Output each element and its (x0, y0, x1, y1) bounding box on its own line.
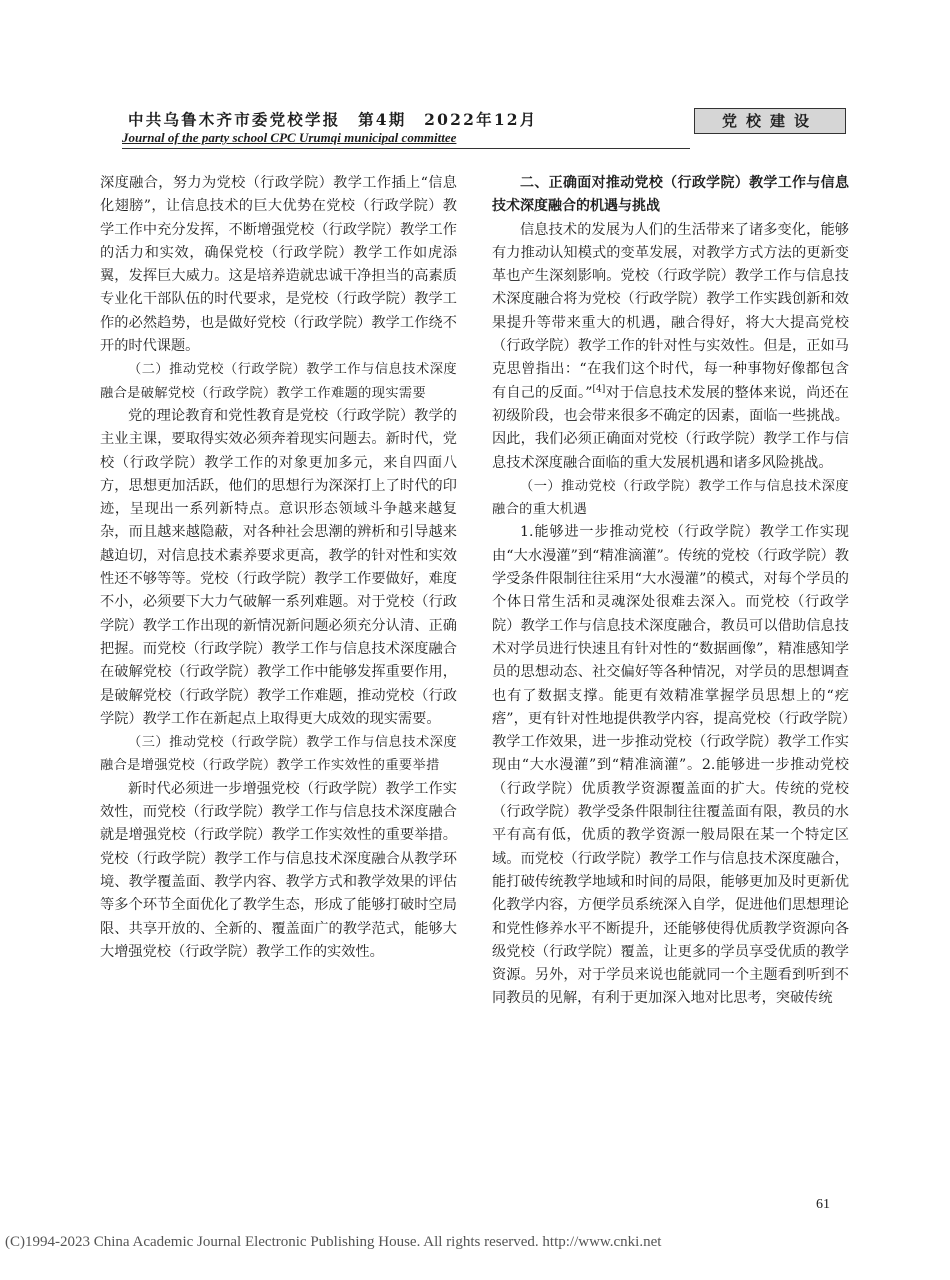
copyright-footer: (C)1994-2023 China Academic Journal Electronic Publishing House. All rights reserved. http://www.cnki.net (5, 1234, 662, 1250)
paragraph: 1.能够进一步推动党校（行政学院）教学工作实现由“大水漫灌”到“精准滴灌”。传统的党校（行政学院）教学受条件限制往往采用“大水漫灌”的模式，对每个学员的个体日常生活和灵魂深处很难去深入。而党校（行政学院）教学工作与信息技术深度融合，教员可以借助信息技术对学员进行快速且有针对性的“数据画像”，精准感知学员的思想动态、社交偏好等各种情况，对学员的思想调查也有了数据支撑。能更有效精准掌握学员思想上的“疙瘩”，更有针对性地提供教学内容，提高党校（行政学院）教学工作效果，进一步推动党校（行政学院）教学工作实现由“大水漫灌”到“精准滴灌”。2.能够进一步推动党校（行政学院）优质教学资源覆盖面的扩大。传统的党校（行政学院）教学受条件限制往往覆盖面有限，教员的水平有高有低，优质的教学资源一般局限在某一个特定区域。而党校（行政学院）教学工作与信息技术深度融合，能打破传统教学地域和时间的局限，能够更加及时更新优化教学内容，方便学员系统深入自学，促进他们思想理论和党性修养水平不断提升，还能够使得优质教学资源向各级党校（行政学院）覆盖，让更多的学员享受优质的教学资源。另外，对于学员来说也能就同一个主题看到听到不同教员的见解，有利于更加深入地对比思考，突破传统 (492, 524, 849, 1007)
paragraph-text: 信息技术的发展为人们的生活带来了诸多变化，能够有力推动认知模式的变革发展，对教学方式方法的更新变革也产生深刻影响。党校（行政学院）教学工作与信息技术深度融合将为党校（行政学院）教学工作实践创新和效果提升等带来重大的机遇，融合得好，将大大提高党校（行政学院）教学工作的针对性与实效性。但是，正如马克思曾指出：“在我们这个时代，每一种事物好像都包含有自己的反面。” (492, 221, 849, 401)
left-column (100, 172, 457, 964)
subsection-heading: （二）推动党校（行政学院）教学工作与信息技术深度融合是破解党校（行政学院）教学工作难题的现实需要 (100, 362, 457, 401)
paragraph: 深度融合，努力为党校（行政学院）教学工作插上“信息化翅膀”，让信息技术的巨大优势在党校（行政学院）教学工作中充分发挥，不断增强党校（行政学院）教学工作的活力和实效，确保党校（行政学院）教学工作如虎添翼，发挥巨大威力。这是培养造就忠诚干净担当的高素质专业化干部队伍的时代要求，是党校（行政学院）教学工作的必然趋势，也是做好党校（行政学院）教学工作绕不开的时代课题。 (100, 175, 457, 355)
paragraph (492, 219, 849, 475)
header-divider (122, 148, 690, 149)
journal-title-cn: 中共乌鲁木齐市委党校学报 第4期 2022年12月 (128, 110, 538, 129)
right-column (492, 172, 849, 1011)
paragraph-text: 对于信息技术发展的整体来说，尚还在初级阶段，也会带来很多不确定的因素，面临一些挑战。因此，我们必须正确面对党校（行政学院）教学工作与信息技术深度融合面临的重大发展机遇和诸多风险挑战。 (492, 384, 849, 471)
paragraph: 新时代必须进一步增强党校（行政学院）教学工作实效性，而党校（行政学院）教学工作与信息技术深度融合就是增强党校（行政学院）教学工作实效性的重要举措。党校（行政学院）教学工作与信息技术深度融合从教学环境、教学覆盖面、教学内容、教学方式和教学效果的评估等多个环节全面优化了教学生态，形成了能够打破时空局限、共享开放的、全新的、覆盖面广的教学范式，能够大大增强党校（行政学院）教学工作的实效性。 (100, 780, 457, 960)
subsection-heading: （一）推动党校（行政学院）教学工作与信息技术深度融合的重大机遇 (492, 478, 849, 518)
section-heading: 二、正确面对推动党校（行政学院）教学工作与信息技术深度融合的机遇与挑战 (492, 175, 849, 215)
journal-title-en: Journal of the party school CPC Urumqi municipal committee (122, 130, 457, 145)
page-number: 61 (816, 1197, 830, 1212)
subsection-heading: （三）推动党校（行政学院）教学工作与信息技术深度融合是增强党校（行政学院）教学工作实效性的重要举措 (100, 735, 457, 774)
citation-ref: [4] (592, 383, 606, 394)
section-label: 党校建设 (694, 108, 846, 134)
paragraph: 党的理论教育和党性教育是党校（行政学院）教学的主业主课，要取得实效必须奔着现实问题去。新时代，党校（行政学院）教学工作的对象更加多元，来自四面八方，思想更加活跃，他们的思想行为深深打上了时代的印迹，呈现出一系列新特点。意识形态领域斗争越来越复杂，而且越来越隐蔽，对各种社会思潮的辨析和引导越来越迫切，对信息技术素养要求更高，教学的针对性和实效性还不够等等。党校（行政学院）教学工作要做好，难度不小，必须要下大力气破解一系列难题。对于党校（行政学院）教学工作出现的新情况新问题必须充分认清、正确把握。而党校（行政学院）教学工作与信息技术深度融合在破解党校（行政学院）教学工作中能够发挥重要作用，是破解党校（行政学院）教学工作难题，推动党校（行政学院）教学工作在新起点上取得更大成效的现实需要。 (100, 407, 457, 727)
